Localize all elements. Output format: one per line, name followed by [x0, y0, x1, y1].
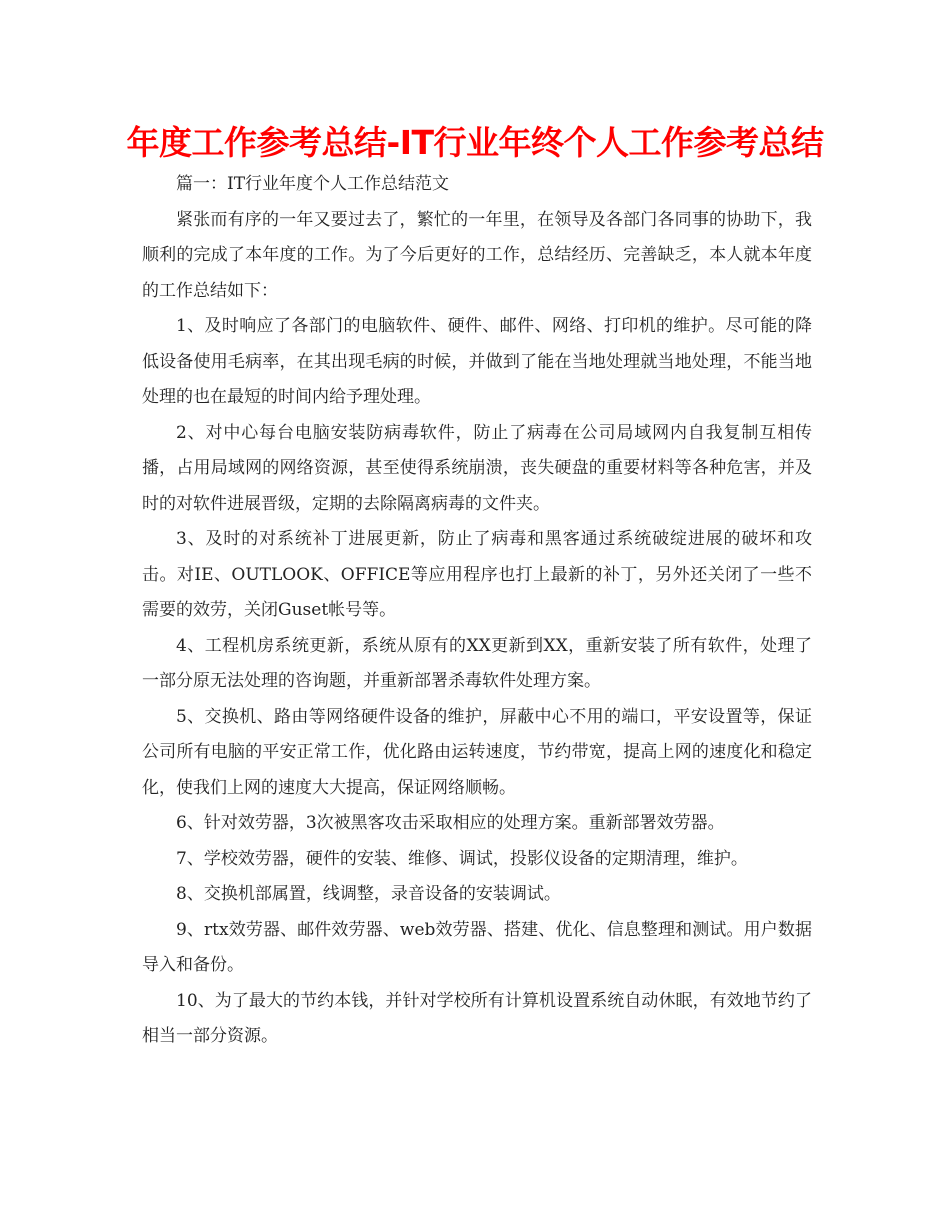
paragraph-item-7: 7、学校效劳器，硬件的安装、维修、调试，投影仪设备的定期清理，维护。	[176, 848, 748, 869]
paragraph-item-10: 10、为了最大的节约本钱，并针对学校所有计算机设置系统自动休眠，有效地节约了相当一部分资源。	[142, 990, 812, 1046]
paragraph-item-6: 6、针对效劳器，3次被黑客攻击采取相应的处理方案。重新部署效劳器。	[176, 813, 725, 833]
paragraph-item-4: 4、工程机房系统更新，系统从原有的XX更新到XX，重新安装了所有软件，处理了一部分原无法处理的咨询题，并重新部署杀毒软件处理方案。	[142, 635, 812, 691]
paragraph-intro: 紧张而有序的一年又要过去了，繁忙的一年里，在领导及各部门各同事的协助下，我顺利的完成了本年度的工作。为了今后更好的工作，总结经历、完善缺乏，本人就本年度的工作总结如下：	[142, 209, 812, 301]
paragraph-item-9: 9、rtx效劳器、邮件效劳器、web效劳器、搭建、优化、信息整理和测试。用户数据导入和备份。	[142, 919, 812, 975]
document-title: 年度工作参考总结-IT行业年终个人工作参考总结	[126, 123, 824, 162]
paragraph-item-8: 8、交换机部属置，线调整，录音设备的安装调试。	[176, 884, 561, 904]
paragraph-item-1: 1、及时响应了各部门的电脑软件、硬件、邮件、网络、打印机的维护。尽可能的降低设备使用毛病率，在其出现毛病的时候，并做到了能在当地处理就当地处理，不能当地处理的也在最短的时间内给予理处理。	[142, 316, 812, 407]
document-body	[142, 167, 812, 1055]
paragraph-item-2: 2、对中心每台电脑安装防病毒软件，防止了病毒在公司局域网内自我复制互相传播，占用局域网的网络资源，甚至使得系统崩溃，丧失硬盘的重要材料等各种危害，并及时的对软件进展晋级，定期的去除隔离病毒的文件夹。	[142, 422, 812, 514]
section-heading: 篇一：IT行业年度个人工作总结范文	[176, 174, 450, 194]
paragraph-item-5: 5、交换机、路由等网络硬件设备的维护，屏蔽中心不用的端口，平安设置等，保证公司所有电脑的平安正常工作，优化路由运转速度，节约带宽，提高上网的速度化和稳定化，使我们上网的速度大大提高，保证网络顺畅。	[142, 706, 812, 798]
paragraph-item-3: 3、及时的对系统补丁进展更新，防止了病毒和黑客通过系统破绽进展的破坏和攻击。对IE、OUTLOOK、OFFICE等应用程序也打上最新的补丁，另外还关闭了一些不需要的效劳，关闭Guset帐号等。	[142, 529, 812, 620]
